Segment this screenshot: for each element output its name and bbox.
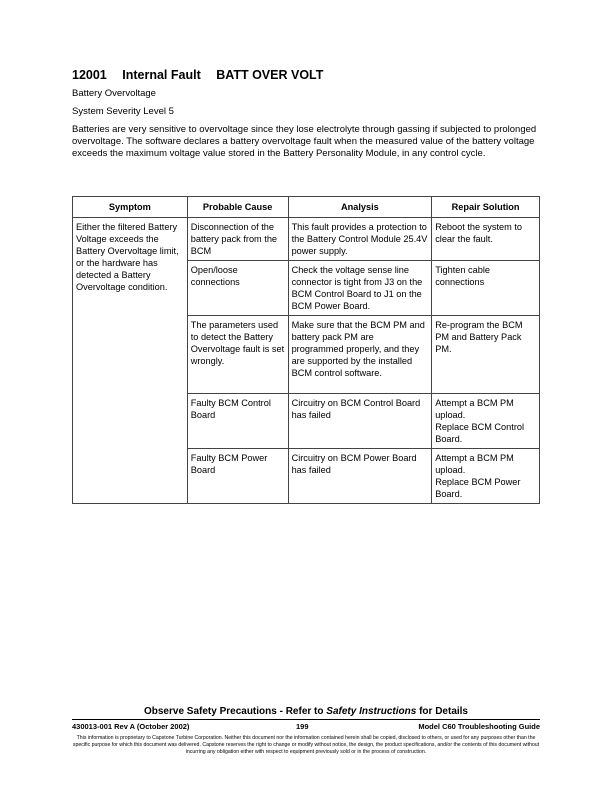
analysis-cell: Check the voltage sense line connector is tight from J3 on the BCM Control Board to J1 on the BCM Power Board. xyxy=(288,261,432,316)
page-number: 199 xyxy=(296,722,309,731)
table-row xyxy=(73,218,540,261)
cause-cell: Faulty BCM Control Board xyxy=(187,394,288,449)
repair-cell: Tighten cable connections xyxy=(432,261,540,316)
repair-cell: Attempt a BCM PM upload. Replace BCM Control Board. xyxy=(432,394,540,449)
analysis-cell: Circuitry on BCM Power Board has failed xyxy=(288,449,432,504)
safety-notice xyxy=(0,706,612,717)
footer-divider xyxy=(72,719,540,720)
fault-category: Internal Fault xyxy=(122,68,201,82)
fault-name: BATT OVER VOLT xyxy=(216,68,324,82)
fault-explanation: Batteries are very sensitive to overvoltage since they lose electrolyte through gassing if subjected to prolonged overvoltage. The software declares a battery overvoltage fault when the measured value of the battery voltage exceeds the maximum voltage value stored in the Battery Personality Module, in any control cycle. xyxy=(72,124,537,159)
header-analysis: Analysis xyxy=(288,197,432,218)
troubleshooting-table xyxy=(72,196,540,504)
document-id: 430013-001 Rev A (October 2002) xyxy=(72,722,190,731)
symptom-cell: Either the filtered Battery Voltage exceeds the Battery Overvoltage limit, or the hardware has detected a Battery Overvoltage condition. xyxy=(73,218,188,504)
cause-cell: Open/loose connections xyxy=(187,261,288,316)
cause-cell: Disconnection of the battery pack from the BCM xyxy=(187,218,288,261)
safety-instructions-link[interactable]: Safety Instructions xyxy=(326,706,417,717)
analysis-cell: Make sure that the BCM PM and battery pack PM are programmed properly, and they are supported by the installed BCM control software. xyxy=(288,316,432,394)
safety-prefix: Observe Safety Precautions - Refer to xyxy=(143,706,327,717)
proprietary-notice: This information is proprietary to Capstone Turbine Corporation. Neither this document nor the information contained herein shall be copied, disclosed to others, or used for any purposes other than the specific purpose for which this document was delivered. Capstone reserves the right to change or modify without notice, the design, the product specifications, and/or the contents of this document without incurring any obligation either with respect to equipment previously sold or in the process of construction. xyxy=(72,735,540,755)
header-probable-cause: Probable Cause xyxy=(187,197,288,218)
analysis-cell: This fault provides a protection to the Battery Control Module 25.4V power supply. xyxy=(288,218,432,261)
table-header-row xyxy=(73,197,540,218)
header-symptom: Symptom xyxy=(73,197,188,218)
header-repair-solution: Repair Solution xyxy=(432,197,540,218)
repair-cell: Re-program the BCM PM and Battery Pack PM. xyxy=(432,316,540,394)
analysis-cell: Circuitry on BCM Control Board has failed xyxy=(288,394,432,449)
repair-cell: Reboot the system to clear the fault. xyxy=(432,218,540,261)
guide-title: Model C60 Troubleshooting Guide xyxy=(418,722,540,731)
fault-title xyxy=(72,68,335,82)
cause-cell: Faulty BCM Power Board xyxy=(187,449,288,504)
fault-code: 12001 xyxy=(72,68,107,82)
safety-suffix: for Details xyxy=(416,706,468,717)
fault-description: Battery Overvoltage xyxy=(72,88,156,99)
repair-cell: Attempt a BCM PM upload. Replace BCM Power Board. xyxy=(432,449,540,504)
severity-level: System Severity Level 5 xyxy=(72,106,174,117)
cause-cell: The parameters used to detect the Battery Overvoltage fault is set wrongly. xyxy=(187,316,288,394)
